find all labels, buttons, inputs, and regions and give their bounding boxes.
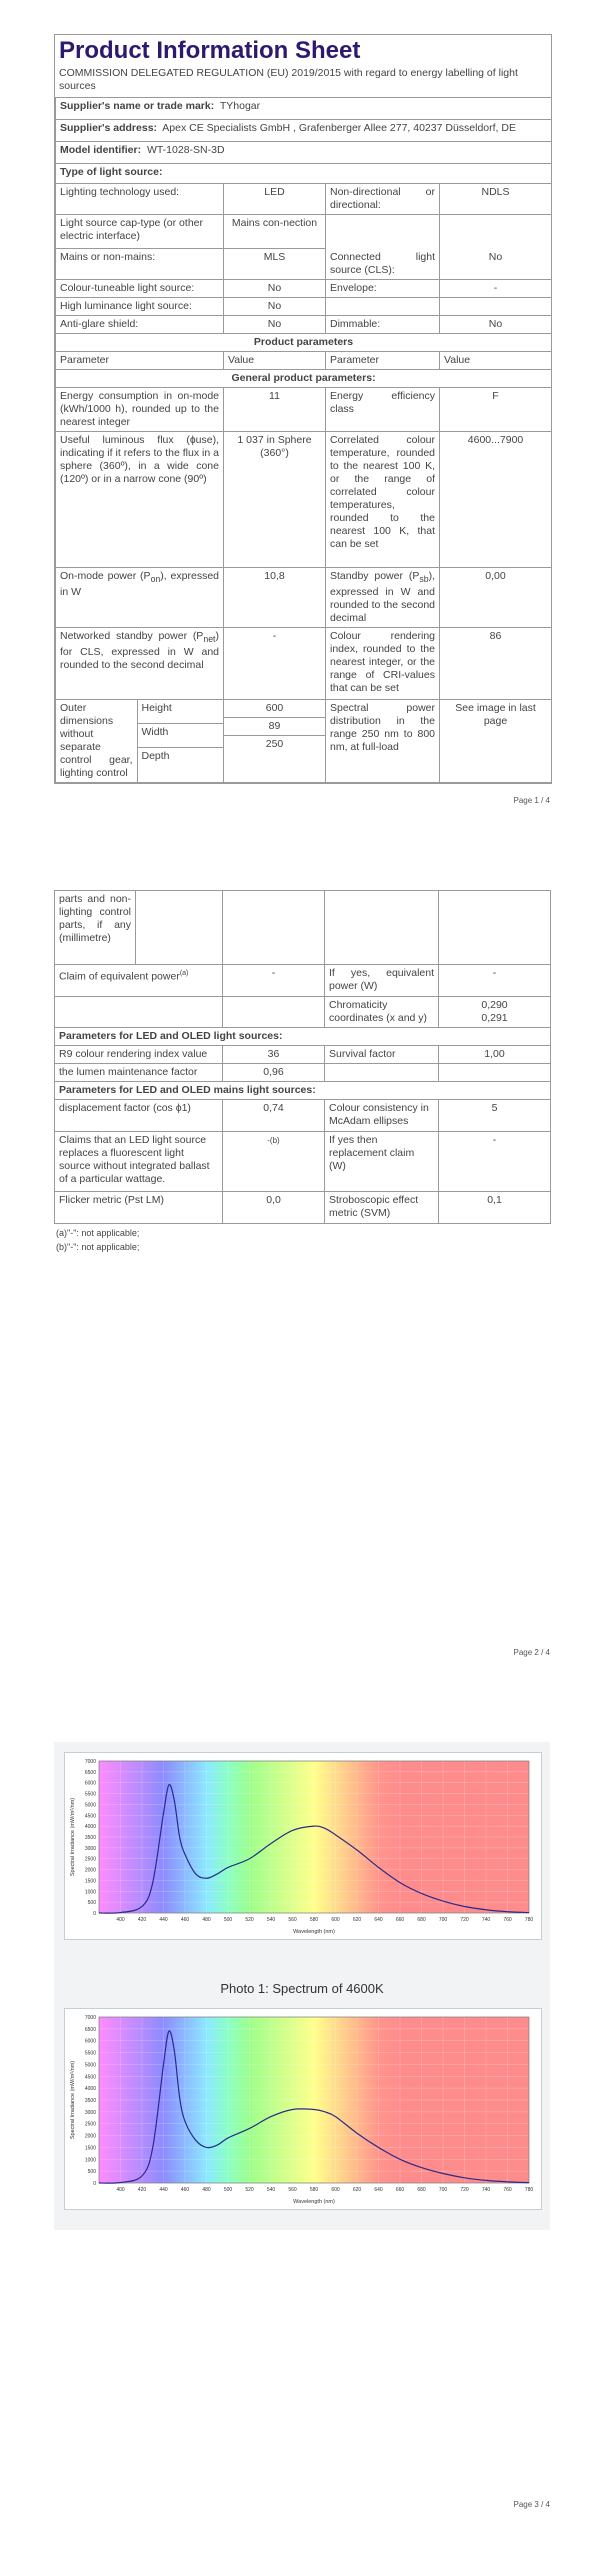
model-identifier: WT-1028-SN-3D: [146, 144, 225, 156]
x-tick-label: 600: [331, 1917, 340, 1923]
cct-label: Correlated colour temperature, rounded to the nearest 100 K, or the range of correlated colour temperatures, rounded to the nearest 100 K, that can be set: [326, 431, 440, 567]
spectrum-caption: Photo 1: Spectrum of 4600K: [220, 1981, 384, 1996]
displacement-label: displacement factor (cos ϕ1): [55, 1100, 223, 1132]
x-tick-label: 420: [137, 1917, 147, 1923]
networked-standby-value: -: [224, 627, 326, 699]
y-tick-label: 4000: [84, 2086, 96, 2093]
y-tick-label: 3500: [84, 1835, 96, 1841]
survival-value: 1,00: [439, 1046, 551, 1064]
y-tick-label: 2000: [84, 2133, 96, 2140]
x-tick-label: 720: [460, 1917, 469, 1923]
y-tick-label: 4500: [84, 2074, 96, 2081]
chromaticity-label: Chromaticity coordinates (x and y): [325, 997, 439, 1028]
nondirectional-value: NDLS: [440, 184, 552, 215]
model-row: Model identifier: WT-1028-SN-3D: [56, 142, 552, 164]
y-tick-label: 5500: [84, 2050, 96, 2057]
x-tick-label: 540: [266, 1917, 276, 1923]
x-tick-label: 400: [116, 2187, 125, 2193]
y-tick-label: 6500: [84, 2026, 96, 2033]
on-mode-power-value: 10,8: [224, 567, 326, 627]
regulation-text: COMMISSION DELEGATED REGULATION (EU) 2019/2015 with regard to energy labelling of light sources: [59, 67, 518, 92]
luminous-flux-value: 1 037 in Sphere (360°): [224, 431, 326, 567]
colour-consistency-label: Colour consistency in McAdam ellipses: [325, 1100, 439, 1132]
stroboscopic-label: Stroboscopic effect metric (SVM): [325, 1192, 439, 1224]
supplier-address-row: Supplier's address: Apex CE Specialists GmbH , Grafenberger Allee 277, 40237 Düsseldorf, DE: [56, 120, 552, 142]
y-tick-label: 1000: [84, 1889, 96, 1896]
x-tick-label: 780: [524, 1917, 534, 1923]
equiv-power-label: Claim of equivalent power$^{(a)}$: [55, 965, 223, 997]
outer-dimensions-cell: [56, 699, 224, 782]
height-value: 600: [224, 700, 325, 718]
luminous-flux-label: Useful luminous flux (ɸuse), indicating if it refers to the flux in a sphere (360º), in a wide cone (120º) or in a narrow cone (90º): [56, 431, 224, 567]
flicker-label: Flicker metric (Pst LM): [55, 1192, 223, 1224]
x-tick-label: 660: [395, 2187, 405, 2193]
lumen-maint-value: 0,96: [223, 1064, 325, 1082]
envelope-value: -: [440, 279, 552, 297]
footnote-a: (a)"-": not applicable;: [56, 1228, 140, 1238]
lighting-tech-value: LED: [224, 184, 326, 215]
page-1: [54, 34, 552, 784]
x-tick-label: 480: [202, 1917, 211, 1923]
spectrum-photo: [54, 1742, 550, 2230]
high-lum-value: No: [224, 297, 326, 315]
width-value: 89: [224, 718, 325, 736]
outer-dim-label: Outer dimensions without separate control gear, lighting control: [56, 700, 137, 782]
chromaticity-value: [439, 997, 551, 1028]
dimensions-values-cell: [224, 699, 326, 782]
flicker-value: 0,0: [223, 1192, 325, 1224]
y-tick-label: 6000: [84, 1780, 96, 1787]
standby-power-value: 0,00: [440, 567, 552, 627]
x-tick-label: 440: [159, 2187, 168, 2193]
depth-value: 250: [265, 737, 284, 750]
y-tick-label: 5000: [84, 1802, 96, 1809]
energy-consumption-value: 11: [224, 387, 326, 431]
cri-label: Colour rendering index, rounded to the nearest integer, or the range of CRI-values that can be set: [326, 627, 440, 699]
x-axis-label: Wavelength (nm): [293, 1929, 335, 1935]
equiv-power-w-value: -: [439, 965, 551, 997]
spectrum-plot-1: [64, 1752, 542, 1940]
y-tick-label: 3500: [84, 2098, 96, 2104]
equiv-power-w-label: If yes, equivalent power (W): [325, 965, 439, 997]
x-tick-label: 520: [245, 2187, 254, 2193]
x-tick-label: 580: [309, 1917, 319, 1923]
y-tick-label: 500: [87, 2169, 96, 2176]
mains-label: Mains or non-mains:: [56, 249, 224, 280]
y-tick-label: 7000: [84, 1759, 96, 1765]
efficiency-class-value: F: [440, 387, 552, 431]
x-tick-label: 460: [180, 2187, 190, 2193]
y-tick-label: 6500: [84, 1769, 96, 1776]
x-tick-label: 460: [180, 1917, 190, 1923]
y-tick-label: 1000: [84, 2157, 96, 2164]
x-tick-label: 720: [460, 2187, 469, 2193]
depth-label: Depth: [141, 749, 170, 762]
cap-type-value: Mains con-nection: [224, 215, 326, 249]
spectrum-chart-2: [65, 2009, 541, 2209]
x-tick-label: 760: [503, 2187, 512, 2193]
replacement-claim-value: -: [439, 1132, 551, 1192]
spd-value: See image in last page: [440, 699, 552, 782]
x-tick-label: 760: [503, 1917, 512, 1923]
col-value-2: Value: [440, 351, 552, 369]
fluorescent-claim-value: -(b): [223, 1132, 325, 1192]
x-tick-label: 620: [352, 2187, 362, 2193]
anti-glare-value: No: [224, 315, 326, 333]
y-tick-label: 4000: [84, 1824, 96, 1831]
y-tick-label: 2500: [84, 2121, 96, 2128]
footnote-b: (b)"-": not applicable;: [56, 1242, 140, 1252]
x-tick-label: 740: [481, 1917, 491, 1923]
y-tick-label: 1500: [84, 2145, 96, 2152]
y-tick-label: 1500: [84, 1878, 96, 1885]
lumen-maint-label: the lumen maintenance factor: [55, 1064, 223, 1082]
spectrum-plot-2: [64, 2008, 542, 2210]
led-oled-heading: Parameters for LED and OLED light sources:: [55, 1028, 551, 1046]
standby-power-label: Standby power $(P_{sb})$, expressed in W and rounded to the second decimal: [326, 567, 440, 627]
lighting-tech-label: Lighting technology used:: [56, 184, 224, 215]
page-number-3: Page 3 / 4: [513, 2500, 550, 2509]
info-table-continued: [54, 890, 551, 1224]
type-heading: Type of light source:: [56, 164, 552, 184]
high-lum-label: High luminance light source:: [56, 297, 224, 315]
product-params-heading: Product parameters: [56, 333, 552, 351]
x-tick-label: 520: [245, 1917, 254, 1923]
y-tick-label: 7000: [84, 2015, 96, 2021]
x-tick-label: 480: [202, 2187, 211, 2193]
col-parameter-1: Parameter: [56, 351, 224, 369]
x-tick-label: 440: [159, 1917, 168, 1923]
spectrum-chart-1: [65, 1753, 541, 1939]
spd-label: Spectral power distribution in the range 250 nm to 800 nm, at full-load: [326, 699, 440, 782]
cct-value: 4600...7900: [440, 431, 552, 567]
y-tick-label: 0: [93, 2181, 96, 2187]
x-axis-label: Wavelength (nm): [293, 2199, 335, 2205]
page-number-1: Page 1 / 4: [513, 796, 550, 805]
x-tick-label: 400: [116, 1917, 125, 1923]
width-label: Width: [137, 723, 224, 747]
page-title: Product Information Sheet: [59, 37, 361, 64]
replacement-claim-label: If yes then replacement claim (W): [325, 1132, 439, 1192]
on-mode-power-label: On-mode power $(P_{on})$, expressed in W: [56, 567, 224, 627]
info-table: [55, 97, 552, 783]
chromaticity-x: 0,290: [481, 999, 508, 1011]
y-tick-label: 4500: [84, 1813, 96, 1820]
x-tick-label: 680: [417, 2187, 426, 2193]
x-tick-label: 500: [223, 1917, 233, 1923]
nondirectional-label: Non-directional or directional:: [326, 184, 440, 215]
y-tick-label: 6000: [84, 2038, 96, 2045]
colour-tuneable-label: Colour-tuneable light source:: [56, 279, 224, 297]
cri-value: 86: [440, 627, 552, 699]
chromaticity-y: 0,291: [481, 1012, 508, 1024]
envelope-label: Envelope:: [326, 279, 440, 297]
stroboscopic-value: 0,1: [439, 1192, 551, 1224]
colour-consistency-value: 5: [439, 1100, 551, 1132]
y-axis-label: Spectral Irradiance (mW/m²/nm): [70, 2060, 76, 2140]
r9-value: 36: [223, 1046, 325, 1064]
page-number-2: Page 2 / 4: [513, 1648, 550, 1657]
displacement-value: 0,74: [223, 1100, 325, 1132]
equiv-power-value: -: [223, 965, 325, 997]
supplier-name-row: Supplier's name or trade mark: TYhogar: [56, 98, 552, 120]
x-tick-label: 740: [481, 2187, 491, 2193]
x-tick-label: 540: [266, 2187, 276, 2193]
y-tick-label: 500: [87, 1900, 96, 1907]
page-2: [54, 890, 550, 1252]
x-tick-label: 600: [331, 2187, 340, 2193]
y-tick-label: 2000: [84, 1867, 96, 1874]
mains-heading: Parameters for LED and OLED mains light sources:: [55, 1082, 551, 1100]
networked-standby-label: Networked standby power $(P_{net})$ for CLS, expressed in W and rounded to the second decimal: [56, 627, 224, 699]
x-tick-label: 780: [524, 2187, 534, 2193]
col-parameter-2: Parameter: [326, 351, 440, 369]
x-tick-label: 640: [374, 2187, 383, 2193]
dimmable-label: Dimmable:: [326, 315, 440, 333]
colour-tuneable-value: No: [224, 279, 326, 297]
x-tick-label: 580: [309, 2187, 319, 2193]
efficiency-class-label: Energy efficiency class: [326, 387, 440, 431]
y-tick-label: 0: [93, 1911, 96, 1917]
x-tick-label: 700: [438, 2187, 448, 2193]
supplier-name: TYhogar: [219, 100, 261, 112]
x-tick-label: 420: [137, 2187, 147, 2193]
outer-dim-continued: parts and non-lighting control parts, if any (millimetre): [55, 891, 136, 965]
r9-label: R9 colour rendering index value: [55, 1046, 223, 1064]
cls-label: Connected light source (CLS):: [326, 249, 440, 280]
mains-value: MLS: [224, 249, 326, 280]
fluorescent-claim-label: Claims that an LED light source replaces a fluorescent light source without integrated ballast of a particular wattage.: [55, 1132, 223, 1192]
y-tick-label: 2500: [84, 1856, 96, 1863]
y-tick-label: 3000: [84, 1845, 96, 1852]
anti-glare-label: Anti-glare shield:: [56, 315, 224, 333]
height-label: Height: [137, 700, 224, 723]
cap-type-label: Light source cap-type (or other electric interface): [56, 215, 224, 249]
survival-label: Survival factor: [325, 1046, 439, 1064]
y-axis-label: Spectral Irradiance (mW/m²/nm): [70, 1797, 76, 1877]
supplier-address: Apex CE Specialists GmbH , Grafenberger Allee 277, 40237 Düsseldorf, DE: [162, 122, 516, 134]
cls-value: No: [440, 249, 552, 280]
dimmable-value: No: [440, 315, 552, 333]
general-heading: General product parameters:: [56, 369, 552, 387]
col-value-1: Value: [224, 351, 326, 369]
x-tick-label: 700: [438, 1917, 448, 1923]
x-tick-label: 680: [417, 1917, 426, 1923]
x-tick-label: 620: [352, 1917, 362, 1923]
energy-consumption-label: Energy consumption in on-mode (kWh/1000 h), rounded up to the nearest integer: [56, 387, 224, 431]
y-tick-label: 5000: [84, 2062, 96, 2069]
x-tick-label: 500: [223, 2187, 233, 2193]
x-tick-label: 560: [288, 2187, 297, 2193]
x-tick-label: 660: [395, 1917, 405, 1923]
y-tick-label: 5500: [84, 1791, 96, 1798]
x-tick-label: 640: [374, 1917, 383, 1923]
x-tick-label: 560: [288, 1917, 297, 1923]
y-tick-label: 3000: [84, 2109, 96, 2116]
